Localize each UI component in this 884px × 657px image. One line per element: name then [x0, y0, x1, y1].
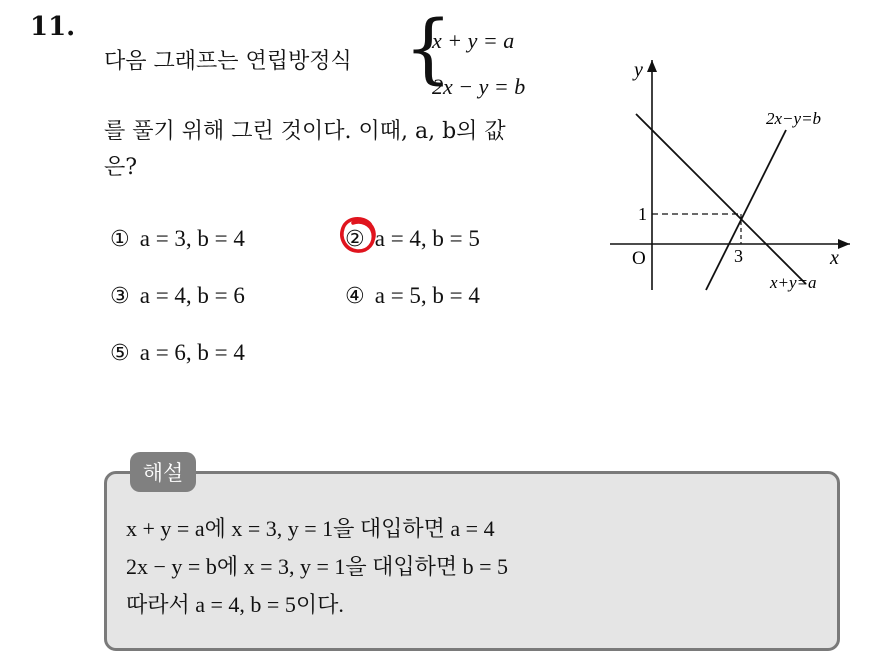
solution-line3: 따라서 a = 4, b = 5이다.	[126, 592, 344, 617]
system-brace: {	[404, 3, 453, 92]
y-tick-label: 1	[638, 204, 647, 224]
choice-1[interactable]	[110, 226, 245, 252]
choice-5-text: a = 6, b = 4	[139, 340, 245, 365]
choice-3-text: a = 4, b = 6	[139, 283, 245, 308]
x-axis-arrow-icon	[838, 239, 850, 249]
question-number: 11.	[30, 12, 76, 42]
choice-2-number: ②	[345, 227, 365, 252]
equation-1: x + y = a	[432, 28, 515, 53]
solution-tab	[130, 452, 196, 492]
origin-label: O	[632, 248, 646, 269]
line-2x-minus-y-eq-b	[706, 130, 786, 290]
choice-5[interactable]	[110, 340, 245, 366]
choice-1-number: ①	[110, 227, 130, 252]
y-axis-label: y	[634, 59, 643, 81]
graph-figure	[600, 52, 860, 302]
x-tick-label: 3	[734, 246, 743, 266]
question-stem-line2: 를 풀기 위해 그린 것이다. 이때, a, b의 값	[104, 119, 506, 144]
line2-label: 2x−y=b	[766, 109, 822, 128]
choice-5-number: ⑤	[110, 341, 130, 366]
equation-2: 2x − y = b	[432, 74, 526, 99]
solution-line2: 2x − y = b에 x = 3, y = 1을 대입하면 b = 5	[126, 554, 509, 579]
choice-3[interactable]	[110, 283, 245, 309]
x-axis-label: x	[830, 247, 839, 269]
choice-4-text: a = 5, b = 4	[374, 283, 480, 308]
choice-1-text: a = 3, b = 4	[139, 226, 245, 251]
choice-2-text: a = 4, b = 5	[374, 226, 480, 251]
question-stem-line3: 은?	[104, 155, 138, 180]
choice-4-number: ④	[345, 284, 365, 309]
line1-label: x+y=a	[770, 273, 817, 292]
selected-answer-circle-icon	[337, 214, 379, 256]
solution-tab-label: 해설	[142, 461, 184, 485]
solution-line1: x + y = a에 x = 3, y = 1을 대입하면 a = 4	[126, 516, 495, 541]
question-stem-line1: 다음 그래프는 연립방정식	[104, 49, 352, 74]
choice-3-number: ③	[110, 284, 130, 309]
y-axis-arrow-icon	[647, 60, 657, 72]
choice-4[interactable]	[345, 283, 480, 309]
